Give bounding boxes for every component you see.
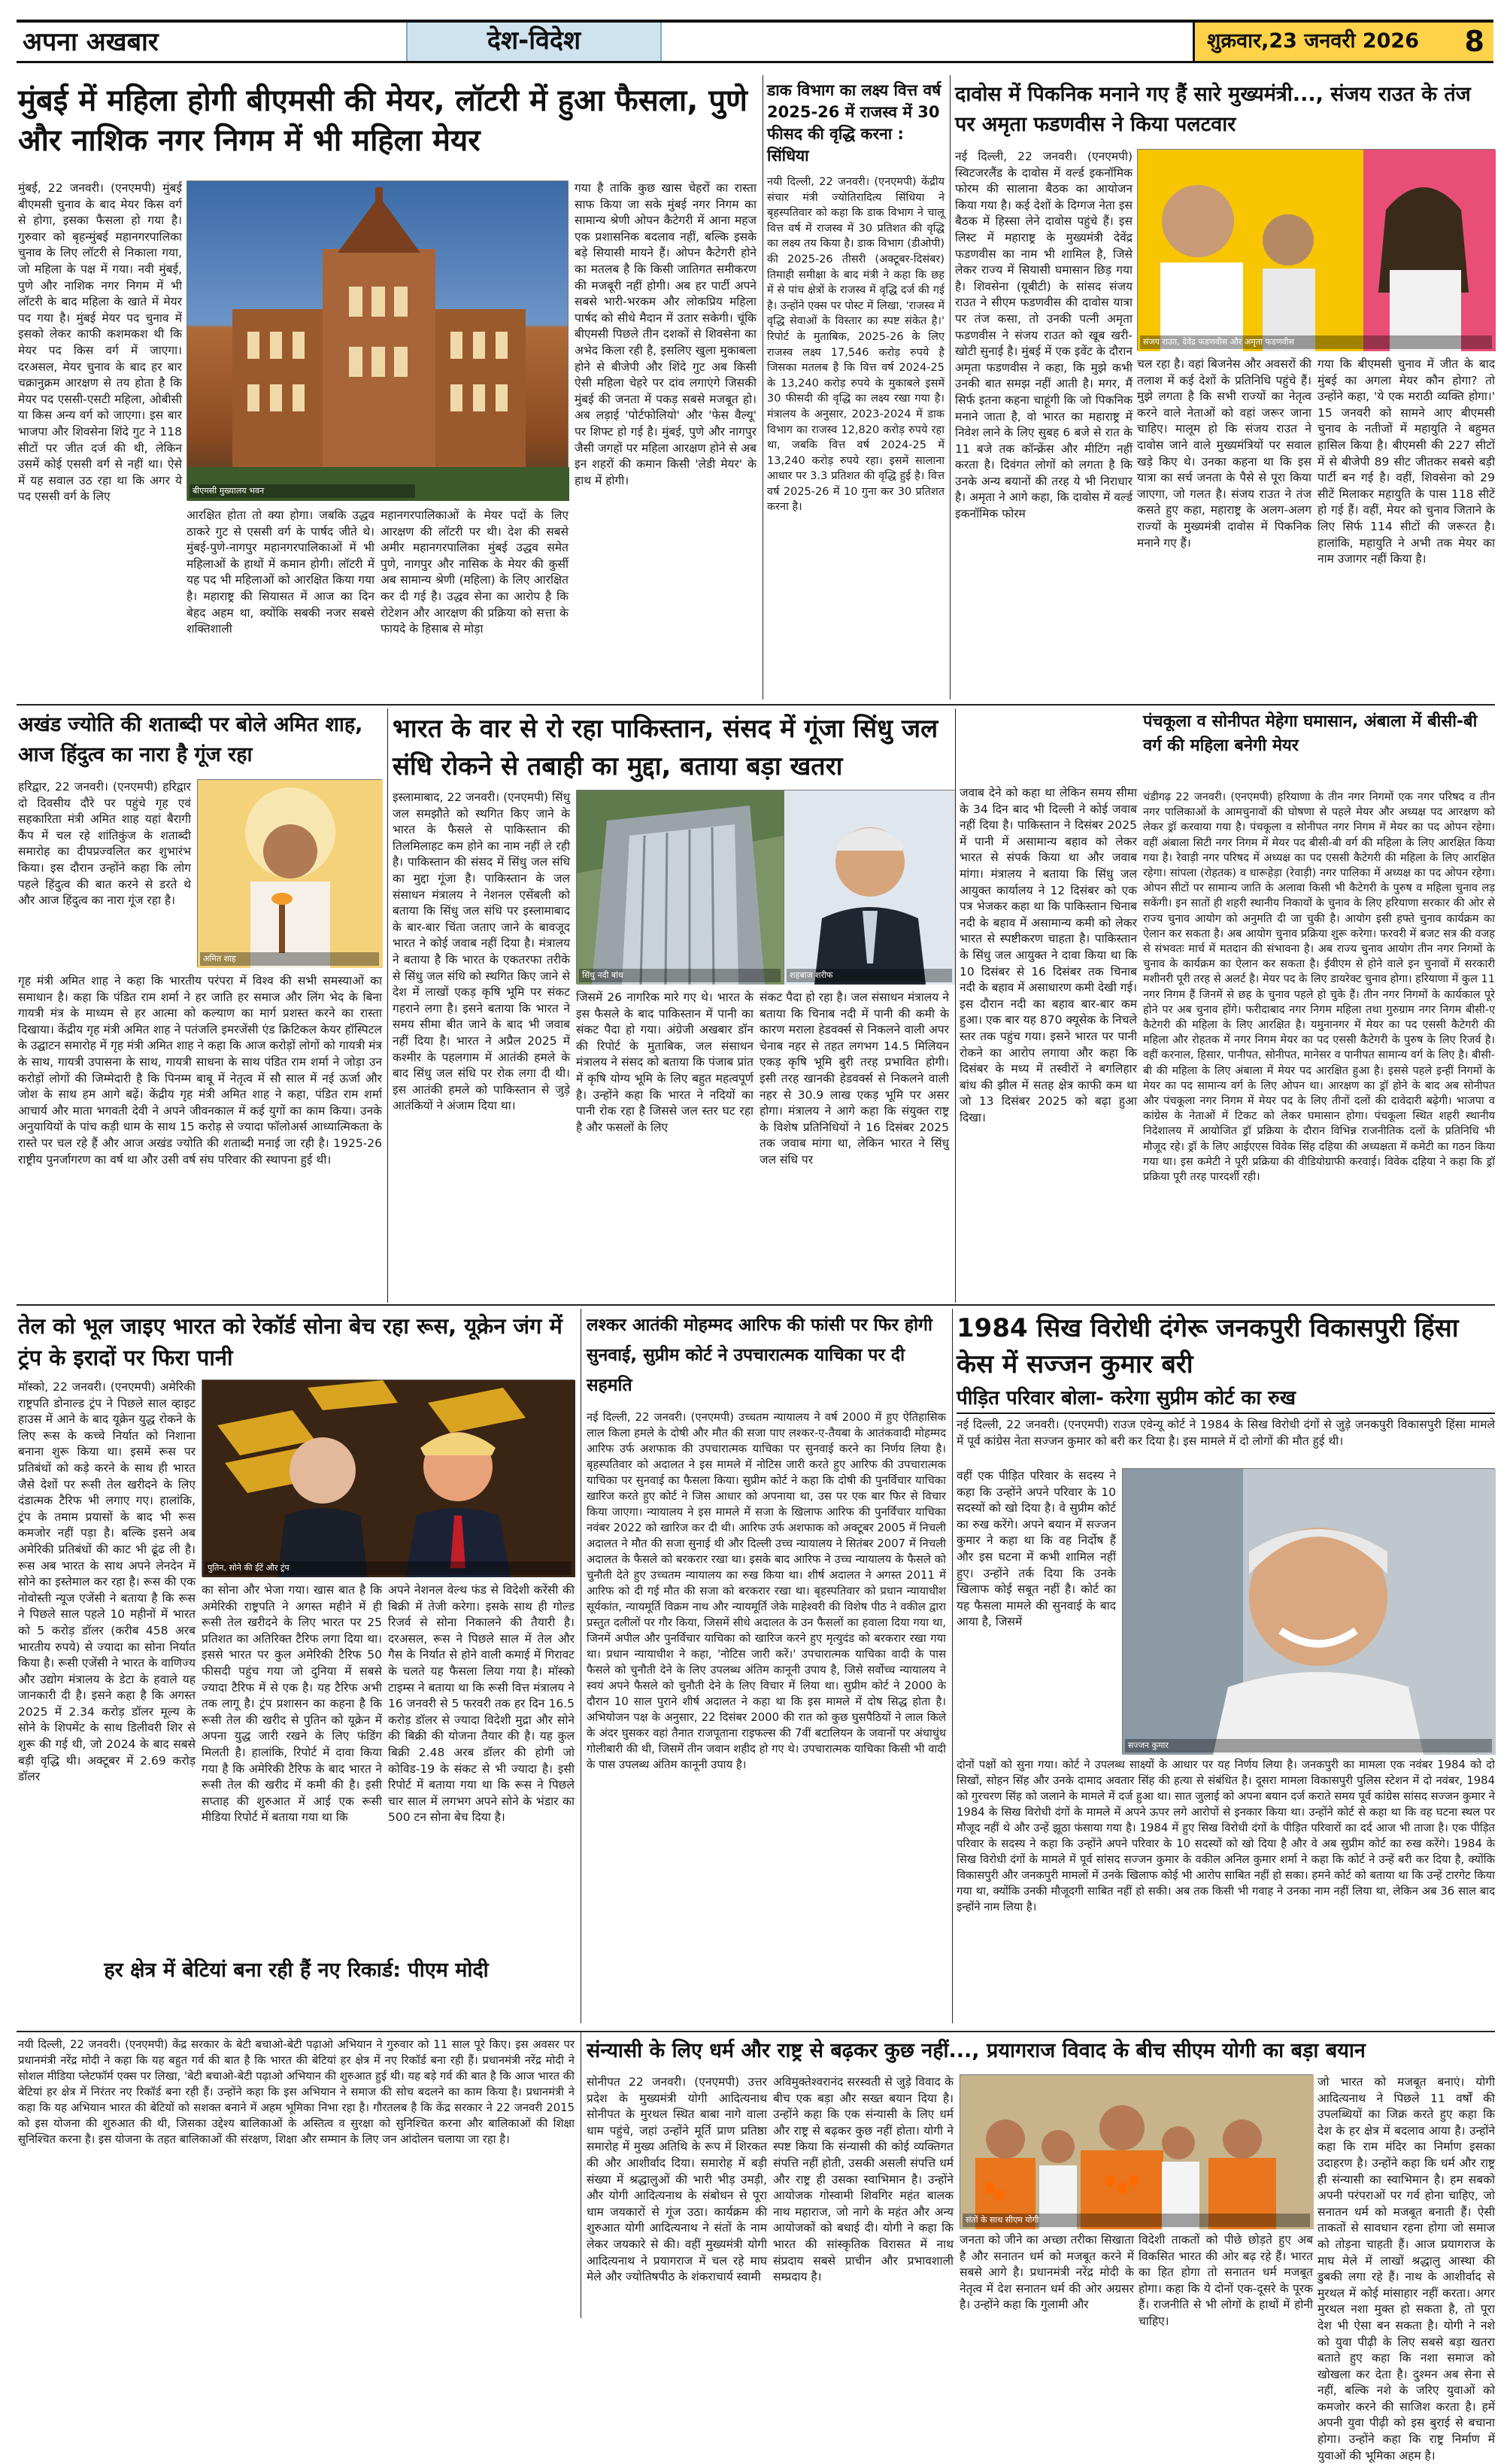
yogi-headline: संन्यासी के लिए धर्म और राष्ट्र से बढ़कर कुछ नहीं..., प्रयागराज विवाद के बीच सीएम योगी का बड़ा बयान [587,2039,1366,2062]
section-rule [17,1304,1495,1306]
photo-caption-putin-trump: पुतिन, सोने की ईंटें और ट्रंप [205,1561,572,1575]
bmc-mayor-col4: महानगरपालिकाओं के मेयर पदों के लिए आरक्षण की लॉटरी पर थी। देश की सबसे अमीर महानगरपालिका मुंबई उद्धव समेत पुणे, नागपुर और नासिक के मेयर की कुर्सी अब सामान्य श्रेणी (महिला) के लिए आरक्षित कर दी गई है। उद्धव सेना का आरोप है कि रोटेशन और आरक्षण की प्रक्रिया को सत्ता के फायदे के हिसाब से मोड़ा [381,508,569,636]
sajjan-kumar-body: दोनों पक्षों को सुना गया। कोर्ट ने उपलब्ध साक्ष्यों के आधार पर यह निर्णय लिया है। जनकपुरी का मामला एक नवंबर 1984 को दो सिखों, सोहन सिंह और उनके दामाद अवतार सिंह की हत्या से संबंधित है। दूसरा मामला विकासपुरी पुलिस स्टेशन में दो नवंबर, 1984 को गुरचरण सिंह को जलाने के मामले में दर्ज हुआ था। सात जुलाई को अपना बयान दर्ज कराते समय पूर्व कांग्रेस सांसद सज्जन कुमार ने 1984 के सिख विरोधी दंगों के मामले में अपने ऊपर लगे आरोपों से इनकार किया था। उन्होंने कोर्ट से कहा था कि वह घटना स्थल पर मौजूद नहीं थे और उन्हें झूठा फंसाया गया है। 1984 में हुए सिख विरोधी दंगों के पीड़ित परिवारों का दर्द आज भी ताजा है। एक पीड़ित परिवार के सदस्य ने कहा कि उन्होंने अपने परिवार के 10 सदस्यों को खो दिया है और वे अब सुप्रीम कोर्ट का रुख करेंगे। 1984 के सिख विरोधी दंगों के मामले में पूर्व सांसद सज्जन कुमार के वकील अनिल कुमार शर्मा ने कहा कि कोर्ट ने उन्हें बरी कर दिया है, क्योंकि विकासपुरी और जनकपुरी मामलों में उनके खिलाफ कोई भी आरोप साबित नहीं हो सका। हमने कोर्ट को बताया था कि उन्हें टारगेट किया गया था, क्योंकि उनकी मौजूदगी साबित नहीं हो सकी। अब तक किसी भी गवाह ने उनका नाम नहीं लिया था, लेकिन अब 36 साल बाद इन्होंने नाम लिया है। [957,1758,1495,1913]
indus-water-col2: जिसमें 26 नागरिक मारे गए थे। भारत के इस फैसले के बाद पाकिस्तान में पानी का संकट पैदा हो गया। अंग्रेजी अखबार डॉन की रिपोर्ट के मुताबिक, जल संसाधन मंत्रालय ने संसद को बताया कि पंजाब प्रांत में कृषि योग्य भूमि के लिए बहुत महत्वपूर्ण है। उन्होंने कहा कि भारत ने नदियों का पानी रोक रहा है जिससे जल स्तर घट रहा है और फसलों के लिए [576,991,753,1134]
russia-gold-headline: तेल को भूल जाइए भारत को रेकॉर्ड सोना बेच रहा रूस, यूक्रेन जंग में ट्रंप के इरादों पर फिरा पानी [18,1313,562,1370]
section-banner [406,23,662,61]
sajjan-kumar-lead: नई दिल्ली, 22 जनवरी। (एनएमपी) राउज एवेन्यू कोर्ट ने 1984 के सिख विरोधी दंगों से जुड़े जनकपुरी विकासपुरी हिंसा मामले में पूर्व कांग्रेस नेता सज्जन कुमार को बरी कर दिया है। इस मामले में दो लोगों की मौत हुई थी। [957,1418,1495,1448]
photo-caption-yogi: संतों के साथ सीएम योगी [963,2214,1310,2227]
postal-revenue-headline: डाक विभाग का लक्ष्य वित्त वर्ष 2025-26 में राजस्व में 30 फीसद की वृद्धि करना : सिंधिया [767,81,941,165]
bmc-building-illustration [187,181,569,501]
photo-caption-sajjan: सज्जन कुमार [1125,1739,1492,1752]
yogi-col6: जो भारत को मजबूत बनाएं। योगी आदित्यनाथ ने पिछले 11 वर्षों की उपलब्धियों का जिक्र करते हुए कहा कि देश के हर क्षेत्र में बदलाव आया है। उन्होंने कहा कि राम मंदिर का निर्माण इसका उदाहरण है। उन्होंने कहा कि धर्म और राष्ट्र ही संन्यासी का स्वाभिमान है। हम सबको अपनी परंपराओं पर गर्व होना चाहिए, जो सनातन धर्म को मजबूत बनाती हैं। ऐसी ताकतों से सावधान रहना होगा जो समाज को तोड़ना चाहती हैं। आज प्रयागराज के माघ मेले में लाखों श्रद्धालु आस्था की डुबकी लगा रहे हैं। नाथ के आशीर्वाद से मुरथल में कोई मांसाहार नहीं करता। अगर मुरथल नशा मुक्त हो सकता है, तो पूरा देश भी ऐसा बन सकता है। योगी ने नशे को युवा पीढ़ी के लिए सबसे बड़ा खतरा बताते हुए कहा कि नशा समाज को खोखला कर देता है। दुश्मन अब सेना से नहीं, बल्कि नशे के जरिए युवाओं को कमजोर करने की साजिश करता है। हमें अपनी युवा पीढ़ी को इस बुराई से बचाना होगा। उन्होंने कहा कि राष्ट्र निर्माण में युवाओं की भूमिका अहम है। [1317,2075,1495,2462]
daughters-body: नयी दिल्ली, 22 जनवरी। (एनएमपी) केंद्र सरकार के बेटी बचाओ-बेटी पढ़ाओ अभियान ने गुरुवार को 11 साल पूरे किए। इस अवसर पर प्रधानमंत्री नरेंद्र मोदी ने कहा कि यह बहुत गर्व की बात है कि भारत की बेटियां हर क्षेत्र में नए रिकॉर्ड बना रही हैं। प्रधानमंत्री नरेंद्र मोदी ने सोशल मीडिया प्लेटफॉर्म एक्स पर लिखा, 'बेटी बचाओ-बेटी पढ़ाओ अभियान की शुरुआत हुई थी। यह बड़े गर्व की बात है कि आज भारत की बेटियां हर क्षेत्र में निरंतर नए रिकॉर्ड बना रही हैं। उन्होंने कहा कि इस अभियान ने समाज की सोच बदलने का काम किया है। प्रधानमंत्री ने कहा कि यह अभियान भारत की बेटियों को सशक्त बनाने में अहम भूमिका निभा रहा है। गौरतलब है कि केंद्र सरकार ने 22 जनवरी 2015 को इस योजना की शुरुआत की थी, जिसका उद्देश्य बालिकाओं के अस्तित्व व सुरक्षा को सुनिश्चित करना और बालिकाओं की शिक्षा सुनिश्चित करना है। इस योजना के तहत बालिकाओं की संरक्षण, शिक्षा और सम्मान के लिए जन आंदोलन चलाया जा रहा है। [18,2038,575,2146]
column-rule [952,1309,953,2023]
davos-col3: गया कि बीएमसी चुनाव में जीत के बाद मुंबई का अगला मेयर कौन होगा? तो उन्होंने कहा, 'ये एक मराठी व्यक्ति होगा।' 15 जनवरी को सामने आए बीएमसी चुनाव के नतीजों में महायुति ने बहुमत हासिल किया है। बीएमसी की 227 सीटों में से बीजेपी 89 सीट जीतकर सबसे बड़ी पार्टी बन गई है। वहीं, शिवसेना को 29 सीटें मिलाकर महायुति के पास 118 सीटें हो गई हैं। वहीं, मेयर को चुनाव जिताने के लिए सिर्फ 114 सीटों की जरूरत है। हालांकि, महायुति ने अभी तक मेयर का नाम उजागर नहीं किया है। [1317,357,1495,566]
sajjan-kumar-subhead: पीड़ित परिवार बोला- करेगा सुप्रीम कोर्ट का रुख [957,1384,1495,1414]
indus-water-col4-text: जवाब देने को कहा था लेकिन समय सीमा के 34 दिन बाद भी दिल्ली ने कोई जवाब नहीं दिया है। पाकिस्तान ने दिसंबर 2025 में पानी में असामान्य बहाव को लेकर भारत से संपर्क किया था और जवाब मांगा। मंत्रालय ने बताया कि सिंधु जल आयुक्त कार्यालय ने 12 दिसंबर को एक पत्र भेजकर कहा था कि पाकिस्तान चिनाब नदी के बहाव में असामान्य कमी को लेकर भारत से स्पष्टीकरण चाहता है। पाकिस्तान के सिंधु जल आयुक्त ने दावा किया था कि 10 दिसंबर से 16 दिसंबर तक चिनाब नदी के बहाव में असाधारण कमी देखी गई। इस दौरान नदी का बहाव बार-बार कम हुआ। एक बार यह 870 क्यूसेक के निचले स्तर तक पहुंच गया। इसने भारत पर पानी रोकने का आरोप लगाया और कहा कि दिसंबर के मध्य में तस्वीरों ने बगलिहार बांध की झील में सतह क्षेत्र काफी कम था जो 13 दिसंबर 2025 को बढ़ा हुआ दिखा। [960,786,1137,1124]
photo-caption-davos: संजय राउत, देवेंद्र फडणवीस और अमृता फडणवीस [1140,335,1492,349]
column-rule [955,709,956,1303]
indus-water-col1: इस्लामाबाद, 22 जनवरी। (एनएमपी) सिंधु जल समझौते को स्थगित किए जाने के भारत के फैसले से पाकिस्तान की तिलमिलाहट कम होने का नाम नहीं ले रही है। पाकिस्तान की संसद में सिंधु जल संधि का मुद्दा गूंजा है। पाकिस्तान के जल संसाधन मंत्रालय ने नेशनल एसेंबली को बताया कि सिंधु जल संधि पर इस्लामाबाद के बार-बार चिंता जताए जाने के बावजूद भारत ने कोई जवाब नहीं दिया है। मंत्रालय ने बताया है कि भारत के एकतरफा तरीके से सिंधु जल संधि को स्थगित किए जाने से देश में लाखों एकड़ कृषि भूमि पर संकट गहराने लगा है। इसने बताया कि भारत ने समय सीमा बीत जाने के बाद भी जवाब नहीं दिया है। भारत ने अप्रैल 2025 में कश्मीर के पहलगाम में आतंकी हमले के बाद सिंधु जल संधि पर रोक लगा दी थी। इस आतंकी हमले को पाकिस्तान से जुड़े आतंकियों ने अंजाम दिया था। [393,790,570,1113]
davos-photo [1137,149,1495,350]
indus-water-headline: भारत के वार से रो रहा पाकिस्तान, संसद में गूंजा सिंधु जल संधि रोकने से तबाही का मुद्दा, बताया बड़ा खतरा [393,714,938,781]
photo-caption-dam: सिंधु नदी बांध [579,969,781,982]
section-rule [17,704,1495,706]
davos-headline: दावोस में पिकनिक मनाने गए हैं सारे मुख्यमंत्री..., संजय राउत के तंज पर अमृता फडणवीस ने किया पलटवार [955,83,1471,136]
dam-photo [576,790,784,984]
amit-shah-headline: अखंड ज्योति की शताब्दी पर बोले अमित शाह, आज हिंदुत्व का नारा है गूंज रहा [18,713,363,766]
davos-col2: चल रहा है। वहां बिजनेस और अवसरों की तलाश में कई देशों के प्रतिनिधि पहुंचे हैं। मुझे लगता है कि सभी राज्यों का नेतृत्व करने वाले नेताओं को वहां जरूर जाना चाहिए। मालूम हो कि संजय राउत ने दावोस जाने वाले मुख्यमंत्रियों पर सवाल खड़े किए थे। उनका कहना था कि इस यात्रा का सर्च जनता के पैसे से पूरा किया जाएगा, जो गलत है। संजय राउत ने तंज कसते हुए कहा, महाराष्ट्र के अलग-अलग राज्यों के मुख्यमंत्री दावोस में पिकनिक मनाने गए हैं। [1137,357,1311,550]
putin-trump-illustration [202,1380,575,1577]
page-number: 8 [1464,25,1484,58]
haryana-mayor-body: चंडीगढ़ 22 जनवरी। (एनएमपी) हरियाणा के तीन नगर निगमों एक नगर परिषद व तीन नगर पालिकाओं के आमचुनावों की घोषणा से पहले मेयर और अध्यक्ष पद आरक्षण को लेकर ड्रॉ करवाया गया है। पंचकूला व सोनीपत नगर निगम में मेयर का पद ओपन रहेगा। वहीं अंबाला सिटी नगर निगम में मेयर पद बीसी-बी वर्ग की महिला के लिए आरक्षित किया गया है। रेवाड़ी नगर परिषद में अध्यक्ष का पद एससी कैटेगरी की महिला के लिए आरक्षित रहेगा। सांपला (रोहतक) व धारूहेड़ा (रेवाड़ी) नगर पालिका में अध्यक्ष का पद ओपन रहेगा। ओपन सीटों पर सामान्य जाति के अलावा किसी भी कैटेगरी के पुरुष व महिला चुनाव लड़ सकेंगी। इन सातों ही शहरी स्थानीय निकायों के चुनाव के लिए हरियाणा सरकार की ओर से राज्य चुनाव आयोग को अनुमति दी जा चुकी है। आयोग इसी हफ्ते चुनाव कार्यक्रम का ऐलान कर सकता है। अब आयोग चुनाव प्रक्रिया शुरू करेगा। फरवरी में बजट सत्र की वजह से संभवतः मार्च में मतदान की संभावना है। अब राज्य चुनाव आयोग तीन नगर निगमों के चुनाव के कार्यक्रम का ऐलान कर सकता है। ईवीएम से होने वाले इन चुनावों में सरकारी मशीनरी पूरी तरह से अलर्ट है। मेयर पद के लिए डायरेक्ट चुनाव होगा। हरियाणा में कुल 11 नगर निगम हैं जिनमें से छह के चुनाव पहले हो चुके हैं। तीन नगर निगमों के कार्यकाल पूरे होने पर अब चुनाव होंगे। फरीदाबाद नगर निगम महिला तथा गुरुग्राम नगर निगम बीसी-ए कैटेगरी की महिला के लिए आरक्षित है। यमुनानगर में मेयर का पद एससी कैटेगरी की महिला और रोहतक में नगर निगम मेयर का पद एससी कैटेगरी के पुरुष के लिए रिजर्व है। वहीं करनाल, हिसार, पानीपत, सोनीपत, मानेसर व पानीपत सामान्य वर्ग के लिए है। बीसी-बी की महिला के लिए अंबाला में मेयर पद आरक्षित हुआ है। इससे पहले इन्हीं निगमों के मेयर का पद सामान्य वर्ग के लिए ओपन था। आरक्षण का ड्रॉ होने के बाद अब सोनीपत और पंचकूला नगर निगम में मेयर पद के लिए तीनों दलों की दावेदारी बढ़ेगी। भाजपा व कांग्रेस के नेताओं में टिकट को लेकर घमासान होगा। पंचकूला स्थित शहरी स्थानीय निदेशालय में आयोजित ड्रॉ प्रक्रिया के दौरान विभिन्न राजनीतिक दलों के प्रतिनिधि भी मौजूद रहे। ड्रॉ के लिए आईएएस विवेक सिंह दहिया की अध्यक्षता में कमेटी का गठन किया गया था। इस कमेटी ने पूरी प्रक्रिया की वीडियोग्राफी करवाई। विवेक दहिया ने कहा कि ड्रॉ प्रक्रिया पूरी तरह पारदर्शी रही। [1143,791,1495,1184]
russia-gold-col2: का सोना और भेजा गया। खास बात है कि अमेरिकी राष्ट्रपति ने अगस्त महीने में ही रूसी तेल खरीदने के लिए भारत पर 25 प्रतिशत का अतिरिक्त टैरिफ लगा दिया था। इससे भारत पर कुल अमेरिकी टैरिफ 50 फीसदी पहुंच गया जो दुनिया में सबसे ज्यादा टैरिफ में से एक है। यह टैरिफ अभी तक लागू है। ट्रंप प्रशासन का कहना है कि रूसी तेल की खरीद से पुतिन को यूक्रेन में अपना युद्ध जारी रखने के लिए फंडिंग मिलती है। हालांकि, रिपोर्ट में दावा किया गया है कि अमेरिकी टैरिफ के बाद भारत ने रूसी तेल की खरीद में कमी की है। इसी सप्ताह की शुरुआत में आई एक रूसी मीडिया रिपोर्ट में बताया गया था कि [202,1583,382,1825]
bmc-mayor-col1: मुंबई, 22 जनवरी। (एनएमपी) मुंबई बीएमसी चुनाव के बाद मेयर किस वर्ग से होगा, इसका फैसला हो गया है। गुरुवार को बृहन्मुंबई महानगरपालिका चुनाव के लिए लॉटरी से निकाला गया, जो महिला के पक्ष में गया। नवी मुंबई, पुणे और नाशिक नगर निगम में भी लॉटरी के बाद महिला के खाते में मेयर पद गया है। मुंबई मेयर पद चुनाव में इसको लेकर काफी कशमकश थी कि मेयर पद किस वर्ग में जाएगा। दरअसल, मेयर चुनाव के बाद हर बार चक्रानुक्रम आरक्षण से तय होता है कि मेयर पद एससी-एसटी महिला, ओबीसी या किस अन्य वर्ग को जाएगा। इस बार भाजपा और शिवसेना शिंदे गुट ने 118 सीटों पर जीत दर्ज की थी, लेकिन उसमें कोई एससी वर्ग से नहीं था। ऐसे में यह सवाल उठ रहा था कि अगर ये पद एससी वर्ग के लिए [18,181,182,504]
sajjan-kumar-photo [1122,1468,1495,1754]
lashkar-body: नई दिल्ली, 22 जनवरी। (एनएमपी) उच्चतम न्यायालय ने वर्ष 2000 में हुए ऐतिहासिक लाल किला हमले के दोषी और मौत की सजा पाए लश्कर-ए-तैयबा के आतंकवादी मोहम्मद आरिफ उर्फ अशफाक की उपचारात्मक याचिका पर सुनवाई करने का निर्णय लिया है। बृहस्पतिवार को अदालत ने इस मामले में नोटिस जारी करते हुए आरिफ की उपचारात्मक याचिका पर सुनवाई का फैसला किया। सुप्रीम कोर्ट ने कहा कि दोषी की पुनर्विचार याचिका खारिज करते हुए कोर्ट ने जिस आधार को अपनाया था, उस पर एक बार फिर से विचार किया जाएगा। न्यायालय ने इस मामले में सजा के खिलाफ आरिफ की पुनर्विचार याचिका नवंबर 2022 को खारिज कर दी थी। आरिफ उर्फ अशफाक को अक्टूबर 2005 में निचली अदालत ने मौत की सजा सुनाई थी और दिल्ली उच्च न्यायालय ने सितंबर 2007 में निचली अदालत के फैसले को बरकरार रखा था। इसके बाद आरिफ ने उच्च न्यायालय के फैसले को चुनौती देते हुए उच्चतम न्यायालय का रुख किया था। शीर्ष अदालत ने अगस्त 2011 में आरिफ को दी गई मौत की सजा को बरकरार रखा था। बृहस्पतिवार को प्रधान न्यायाधीश सूर्यकांत, न्यायमूर्ति विक्रम नाथ और न्यायमूर्ति जेके माहेश्वरी की विशेष पीठ ने वकील द्वारा प्रस्तुत दलीलों पर गौर किया, जिसमें सीधे अदालत के उन फैसलों का हवाला दिया गया था, जिनमें अपील और पुनर्विचार याचिका को खारिज करने हुए मृत्युदंड को बरकरार रखा गया था। प्रधान न्यायाधीश ने कहा, 'नोटिस जारी करें।' उपचारात्मक याचिका वादी के पास फैसले को चुनौती देने के लिए उपलब्ध अंतिम कानूनी उपाय है, जिसे सर्वोच्च न्यायालय ने स्वयं अपने फैसले को चुनौती देने के लिए विचार में लिया था। सुप्रीम कोर्ट ने 2000 के दौरान 10 साल पुराने शीर्ष अदालत ने कहा था कि इस मामले में दोष सिद्ध होता है। अभियोजन पक्ष के अनुसार, 22 दिसंबर 2000 की रात को कुछ घुसपैठियों ने लाल किले के अंदर घुसकर वहां तैनात राजपूताना राइफल्स की 7वीं बटालियन के जवानों पर अंधाधुंध गोलीबारी की थी, जिसमें तीन जवान शहीद हो गए थे। उपचारात्मक याचिका किसी भी वादी के पास उपलब्ध अंतिम कानूनी उपाय है। [587,1411,946,1771]
russia-gold-col3: अपने नेशनल वेल्थ फंड से विदेशी करेंसी की बिक्री में तेजी करेगा। इसके साथ ही गोल्ड रिजर्व से सोना निकालने की तैयारी है। दरअसल, रूस ने पिछले साल में तेल और गैस के निर्यात से होने वाली कमाई में गिरावट के चलते यह फैसला लिया गया है। मॉस्को टाइम्स ने बताया था कि रूसी वित्त मंत्रालय ने 16 जनवरी से 5 फरवरी तक हर दिन 16.5 करोड़ डॉलर से ज्यादा विदेशी मुद्रा और सोने की बिक्री की योजना तैयार की है। यह कुल बिक्री 2.48 अरब डॉलर की होगी जो कोविड-19 के संकट से भी ज्यादा है। इसी रिपोर्ट में बताया गया था कि रूस ने पिछले चार साल में लगभग अपने सोने के भंडार का 500 टन सोना बेच दिया है। [388,1583,575,1825]
yogi-col4: विदेशी ताकतों को पीछे छोड़ते हुए अब विकसित भारत की ओर बढ़ रहे हैं। भारत का हित होगा तो सनातन धर्म मजबूत होगा। कहा कि ये दोनों एक-दूसरे के पूरक हैं। राजनीति से भी लोगों के हाथों में होनी चाहिए। [1139,2233,1313,2328]
amit-shah-col1: हरिद्वार, 22 जनवरी। (एनएमपी) हरिद्वार दो दिवसीय दौरे पर पहुंचे गृह एवं सहकारिता मंत्री अमित शाह यहां बैरागी कैंप में चल रहे शांतिकुंज के शताब्दी समारोह का दीपप्रज्वलित कर शुभारंभ किया। इस दौरान उन्होंने कहा कि लोग पहले हिंदुत्व की बात करने से डरते थे और आज हिंदुत्व का नारा गूंज रहा है। [18,780,191,908]
section-title: देश-विदेश [487,26,581,56]
dam-illustration [577,790,784,985]
bmc-building-photo [186,181,569,500]
daughters-headline: हर क्षेत्र में बेटियां बना रही हैं नए रिकार्ड: पीएम मोदी [18,1956,575,2023]
postal-revenue-body: नयी दिल्ली, 22 जनवरी। (एनएमपी) केंद्रीय संचार मंत्री ज्योतिरादित्य सिंधिया ने बृहस्पतिवार को कहा कि डाक विभाग ने चालू वित्त वर्ष में राजस्व में 30 प्रतिशत की वृद्धि का लक्ष्य तय किया है। डाक विभाग (डीओपी) की 2025-26 तीसरी (अक्टूबर-दिसंबर) तिमाही समीक्षा के बाद मंत्री ने कहा कि छह में से पांच क्षेत्रों के राजस्व में वृद्धि दर्ज की गई है। उन्होंने एक्स पर पोस्ट में लिखा, 'राजस्व में वृद्धि सेवाओं के विस्तार का स्पष्ट संकेत है।' रिपोर्ट के मुताबिक, 2025-26 के लिए राजस्व लक्ष्य 17,546 करोड़ रुपये है जिसका मतलब है कि वित्त वर्ष 2024-25 के 13,240 करोड़ रुपये के मुकाबले इसमें 30 फीसदी की वृद्धि का लक्ष्य रखा गया है। मंत्रालय के अनुसार, 2023-2024 में डाक विभाग का राजस्व 12,820 करोड़ रुपये रहा था, जबकि वित्त वर्ष 2024-25 में 13,240 करोड़ रुपये रहा। इसमें सालाना आधार पर 3.3 प्रतिशत की वृद्धि हुई है। वित्त वर्ष 2025-26 में 10 गुना कर 30 प्रतिशत करना है। [767,176,945,514]
section-rule [17,2031,1495,2032]
lashkar-headline: लश्कर आतंकी मोहम्मद आरिफ की फांसी पर फिर होगी सुनवाई, सुप्रीम कोर्ट ने उपचारात्मक याचिका पर दी सहमति [587,1315,932,1395]
sajjan-kumar-illustration [1123,1469,1496,1755]
bmc-mayor-col3: गया है ताकि कुछ खास चेहरों का रास्ता साफ किया जा सके मुंबई नगर निगम का सामान्य श्रेणी ओपन कैटेगरी में आना महज एक प्रशासनिक बदलाव नहीं, बल्कि इसके बड़े सियासी मायने हैं। ओपन कैटेगरी होने का मतलब है कि किसी जातिगत समीकरण की मजबूरी नहीं होगी। अब हर पार्टी अपने सबसे भारी-भरकम और लोकप्रिय महिला पार्षद को सीधे मैदान में उतार सकेगी। चूंकि बीएमसी पिछले तीन दशकों से शिवसेना का अभेद किला रही है, इसलिए खुला मुकाबला होने से बीजेपी और शिंदे गुट अब किसी ऐसी महिला चेहरे पर दांव लगाएंगे जिसकी मुंबई की जनता में पकड़ सबसे मजबूत हो। अब लड़ाई 'पोर्टफोलियो' और 'फेस वैल्यू' पर शिफ्ट हो गई है। मुंबई, पुणे और नागपुर जैसी जगहों पर महिला आरक्षण होने से अब इन शहरों की कमान किसी 'लेडी मेयर' के हाथ में होगी। [575,181,757,487]
amit-shah-photo [197,779,382,967]
yogi-col2: अविमुक्तेश्वरानंद सरस्वती से जुड़े विवाद के बीच एक बड़ा और सख्त बयान दिया है। उन्होंने कहा कि एक संन्यासी के लिए धर्म और राष्ट्र से बढ़कर कुछ नहीं होता। योगी ने स्पष्ट किया कि संन्यासी की कोई व्यक्तिगत संपत्ति नहीं होती, उसकी असली संपत्ति धर्म और राष्ट्र ही उसका स्वाभिमान है। उन्होंने आयोजक गोस्वामी शिवगिर महंत बालक नाथ महाराज, जो नागे के महंत और अन्य आयोजकों को बधाई दी। योगी ने कहा कि भारत की सांस्कृतिक विरासत में नाथ संप्रदाय सबसे प्राचीन और प्रभावशाली सम्प्रदाय है। [773,2075,954,2284]
davos-politicians-illustration [1138,150,1496,351]
shehbaz-photo [784,790,955,984]
amit-shah-illustration [198,780,383,968]
column-rule [387,709,388,1303]
indus-water-col3: संकट पैदा हो रहा है। जल संसाधन मंत्रालय ने बताया कि चिनाब नदी में पानी की कमी के कारण मराला हेडवर्क्स से निकलने वाली अपर चेनाब नहर से तहत लगभग 14.5 मिलियन एकड़ कृषि भूमि बुरी तरह प्रभावित होगी। इसी तरह खानकी हेडवर्क्स से निकलने वाली नहर से 30.9 लाख एकड़ भूमि पर असर होगा। मंत्रालय ने आगे कहा कि संयुक्त राष्ट्र के विशेष प्रतिनिधियों ने 16 दिसंबर 2025 तक जवाब मांगा था, लेकिन भारत ने सिंधु जल संधि पर [760,991,949,1167]
putin-trump-gold-photo [202,1379,575,1576]
davos-col1: नई दिल्ली, 22 जनवरी। (एनएमपी) स्विटजरलैंड के दावोस में वर्ल्ड इकनॉमिक फोरम की सालाना बैठक का आयोजन किया गया है। कई देशों के दिग्गज नेता इस बैठक में हिस्सा लेने दावोस पहुंचे हैं। इस लिस्ट में महाराष्ट्र के मुख्यमंत्री देवेंद्र फडणवीस का नाम भी शामिल है, जिसे लेकर राज्य में सियासी घमासान छिड़ गया है। शिवसेना (यूबीटी) के सांसद संजय राउत ने सीएम फडणवीस की दावोस यात्रा पर तंज कसा, तो उनकी पत्नी अमृता फडणवीस ने संजय राउत को खूब खरी-खोटी सुनाई है। मुंबई में एक इवेंट के दौरान अमृता फडणवीस ने कहा, कि मुझे कभी उनकी बात समझ नहीं आती है। मगर, मैं सिर्फ इतना कहना चाहूंगी कि जो पिकनिक मनाने जाता है, वो भारत का महाराष्ट्र में निवेश लाने के लिए सुबह 6 बजे से रात के 11 बजे तक कॉन्क्रेंस और मीटिंग नहीं करता है। दिवंगत लोगों को लगता है कि उनके अन्य बयानों की तरह ये भी निराधार है। अमृता ने आगे कहा, कि दावोस में वर्ल्ड इकनॉमिक फोरम [955,150,1132,521]
issue-date: शुक्रवार,23 जनवरी 2026 [1207,29,1419,53]
bmc-mayor-headline: मुंबई में महिला होगी बीएमसी की मेयर, लॉटरी में हुआ फैसला, पुणे और नाशिक नगर निगम में भी महिला मेयर [18,83,747,158]
haryana-mayor-headline: पंचकूला व सोनीपत मेहेगा घमासान, अंबाला में बीसी-बी वर्ग की महिला बनेगी मेयर [1143,712,1478,755]
bmc-mayor-col2: आरक्षित होता तो क्या होगा। जबकि उद्धव ठाकरे गुट से एससी वर्ग के पार्षद जीते थे। मुंबई-पुणे-नागपुर महानगरपालिकाओं में भी महिलाओं के हाथों में कमान होगी। लॉटरी में यह पद भी महिलाओं को आरक्षित किया गया है। महाराष्ट्र की सियासत में आज का दिन बेहद अहम था, क्योंकि सबकी नजर सबसे शक्तिशाली [186,508,374,636]
date-box [1193,23,1493,61]
column-rule [950,75,951,699]
photo-caption-shehbaz: शहबाज शरीफ [787,969,952,982]
photo-caption-amit-shah: अमित शाह [200,952,379,966]
yogi-photo [960,2074,1313,2229]
russia-gold-col1: मॉस्को, 22 जनवरी। (एनएमपी) अमेरिकी राष्ट्रपति डोनाल्ड ट्रंप ने पिछले साल व्हाइट हाउस में आने के बाद यूक्रेन युद्ध रोकने के लिए रूस के कच्चे निर्यात को निशाना बनाना शुरू किया था। इसमें रूस पर प्रतिबंधों को कड़े करने के साथ ही भारत जैसे देशों पर रूसी तेल खरीदने के लिए दंडात्मक टैरिफ भी लगाए गए। हालांकि, ट्रंप के तमाम प्रयासों के बाद भी रूस कमजोर नहीं पड़ा है। बल्कि इसने अब अमेरिकी प्रतिबंधों की काट भी ढूंढ ली है। रूस अब भारत के साथ अपने लेनदेन में सोने का इस्तेमाल कर रहा है। रूस की एक नोवोस्ती न्यूज एजेंसी ने बताया है कि रूस ने पिछले साल पहले 10 महीनों में भारत को 5 करोड़ डॉलर (करीब 458 अरब भारतीय रुपये) से ज्यादा का सोना निर्यात किया है। रूसी एजेंसी ने भारत के वाणिज्य और उद्योग मंत्रालय के डेटा के हवाले यह जानकारी दी है। इसने कहा है कि अगस्त 2025 में 2.34 करोड़ डॉलर मूल्य के सोने के शिपमेंट के साथ डिलीवरी शिर से शुरू की गई थी, जो 2024 के बाद सबसे बड़ी वृद्धि थी। अक्टूबर में 2.69 करोड़ डॉलर [18,1380,196,1784]
amit-shah-body: गृह मंत्री अमित शाह ने कहा कि भारतीय परंपरा में विश्व की सभी समस्याओं का समाधान है। कहा कि पंडित राम शर्मा ने हर जाति हर समाज और लिंग भेद के बिना गायत्री मंत्र के माध्यम से हर आत्मा को कल्याण का मार्ग प्रशस्त करने का रास्ता दिखाया। केंद्रीय गृह मंत्री अमित शाह ने पतंजलि इमरजेंसी एंड क्रिटिकल केयर हॉस्पिटल के उद्घाटन समारोह में गृह मंत्री अमित शाह ने कहा कि आज करोड़ों लोगों को गायत्री मंत्र के साथ, गायत्री उपासना के साथ, गायत्री साधना के साथ पंडित राम शर्मा ने जोड़ा उन करोड़ों लोगों की जिम्मेदारी है कि पिनम्म बाबू में नेतृत्व में सौ साल में नई ऊर्जा और जोश के साथ हम आगे बढ़ें। केंद्रीय गृह मंत्री अमित शाह ने कहा, पंडित राम शर्मा आचार्य और माता भगवती देवी ने अपने जीवनकाल में कई युगों का काम किया। उनके अनुयायियों के पांच कड़ी धाम के साथ 15 करोड़ से ज्यादा फॉलोअर्स आध्यात्मिकता के रास्ते पर चल रहे हैं और आज अखंड ज्योति की शताब्दी मनाई जा रही है। 1925-26 राष्ट्रीय पुनर्जागरण का वर्ष था और उसी वर्ष संघ परिवार की स्थापना हुई थी। [18,974,382,1167]
masthead [17,20,1493,63]
yogi-col3: जनता को जीने का अच्छा तरीका सिखाता है और सनातन धर्म को मजबूत करने में सबसे आगे है। प्रधानमंत्री नरेंद्र मोदी के नेतृत्व में देश सनातन धर्म की ओर अग्रसर है। उन्होंने कहा कि गुलामी और [960,2233,1134,2312]
paper-name: अपना अखबार [23,27,159,57]
yogi-col1: सोनीपत 22 जनवरी। (एनएमपी) उत्तर प्रदेश के मुख्यमंत्री योगी आदित्यनाथ सोनीपत के मुरथल स्थित बाबा नागे वाला धाम पहुंचे, जहां उन्होंने मूर्ति प्राण प्रतिष्ठा समारोह में मुख्य अतिथि के रूप में शिरकत की और आशीर्वाद दिया। समारोह में बड़ी संख्या में श्रद्धालुओं की भारी भीड़ उमड़ी, और योगी आदित्यनाथ के संबोधन से पूरा धाम जयकारों से गूंज उठा। कार्यक्रम की शुरुआत योगी आदित्यनाथ ने संतों के नाम लेकर जयकारे से की। वहीं मुख्यमंत्री योगी आदित्यनाथ ने प्रयागराज में चल रहे माघ मेले और ज्योतिषपीठ के शंकराचार्य स्वामी [587,2075,767,2284]
sajjan-kumar-col1: वहीं एक पीड़ित परिवार के सदस्य ने कहा कि उन्होंने अपने परिवार के 10 सदस्यों को खो दिया है। वे सुप्रीम कोर्ट का रुख करेंगे। अपने बयान में सज्जन कुमार ने कहा था कि वह निर्दोष हैं और इस घटना में कभी शामिल नहीं हुए। उन्होंने तर्क दिया कि उनके खिलाफ कोई सबूत नहीं है। कोर्ट का यह फैसला मामले की सुनवाई के बाद आया है, जिसमें [957,1469,1116,1629]
photo-caption-bmc: बीएमसी मुख्यालय भवन [190,484,415,498]
sajjan-kumar-headline: 1984 सिख विरोधी दंगेरू जनकपुरी विकासपुरी हिंसा केस में सज्जन कुमार बरी [957,1313,1459,1379]
yogi-saints-illustration [960,2075,1314,2229]
shehbaz-illustration [784,790,956,985]
